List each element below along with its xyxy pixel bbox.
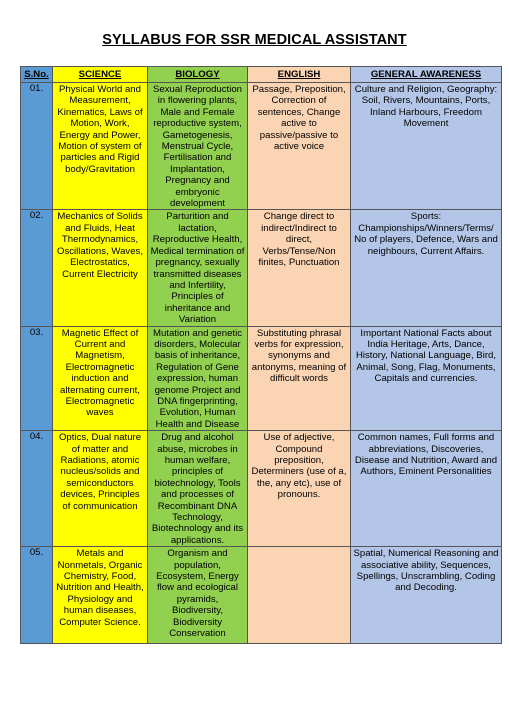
page-title: SYLLABUS FOR SSR MEDICAL ASSISTANT: [102, 32, 407, 48]
cell-text: Mutation and genetic disorders, Molecular basis of inheritance, Regulation of Gene expression, human genome Project and DNA fingerprinting, Evolution, Human Health and Disease: [152, 327, 243, 430]
cell-text: Sports: Championships/Winners/Terms/ No of players, Defence, Wars and neighbours, Current Affairs.: [354, 211, 498, 257]
cell-english: [248, 83, 351, 210]
cell-science: [53, 326, 148, 431]
header-general-awareness: GENERAL AWARENESS: [351, 67, 502, 83]
cell-science: [53, 210, 148, 326]
cell-text: [250, 547, 348, 548]
cell-text: Use of adjective, Compound preposition, Determiners (use of a, the, any etc), use of pronouns.: [251, 432, 347, 501]
cell-sno: 01.: [21, 83, 53, 210]
cell-text: Organism and population, Ecosystem, Energy flow and ecological pyramids, Biodiversity, Biodiversity Conservation: [156, 548, 239, 640]
cell-biology: [148, 83, 248, 210]
cell-sno: 02.: [21, 210, 53, 326]
header-english: ENGLISH: [248, 67, 351, 83]
cell-text: Optics, Dual nature of matter and Radiations, atomic nucleus/solids and semiconductors devices, Principles of communication: [58, 432, 142, 512]
table-row: [21, 83, 502, 210]
table-row: [21, 431, 502, 547]
header-biology: BIOLOGY: [148, 67, 248, 83]
cell-sno: 04.: [21, 431, 53, 547]
cell-text: Culture and Religion, Geography: Soil, Rivers, Mountains, Ports, Inland Harbours, Freedom Movement: [354, 84, 498, 130]
cell-science: [53, 547, 148, 644]
cell-biology: [148, 547, 248, 644]
cell-text: Drug and alcohol abuse, microbes in human welfare, principles of biotechnology, Tools and processes of Recombinant DNA Technology, Biotechnology and its applications.: [151, 432, 244, 546]
table-row: [21, 210, 502, 326]
cell-text: Important National Facts about India Heritage, Arts, Dance, History, National Language, Bird, Animal, Song, Flag, Monuments, Capitals and currencies.: [355, 327, 497, 385]
header-science: SCIENCE: [53, 67, 148, 83]
cell-english: [248, 210, 351, 326]
cell-text: Parturition and lactation, Reproductive Health, Medical termination of pregnancy, sexually transmitted diseases and Infertility, Principles of inheritance and Variation: [150, 211, 245, 326]
cell-text: Mechanics of Solids and Fluids, Heat Thermodynamics, Oscillations, Waves, Electrostatics, Current Electricity: [56, 211, 143, 280]
cell-english: [248, 326, 351, 431]
cell-biology: [148, 326, 248, 431]
cell-general-awareness: [351, 210, 502, 326]
cell-sno: 03.: [21, 326, 53, 431]
table-row: [21, 547, 502, 644]
cell-sno: 05.: [21, 547, 53, 644]
cell-general-awareness: [351, 326, 502, 431]
cell-biology: [148, 210, 248, 326]
cell-general-awareness: [351, 83, 502, 210]
cell-text: Metals and Nonmetals, Organic Chemistry, Food, Nutrition and Health, Physiology and human diseases, Computer Science.: [56, 548, 144, 628]
table-row: [21, 326, 502, 431]
cell-english: [248, 547, 351, 644]
cell-text: Physical World and Measurement, Kinematics, Laws of Motion, Work, Energy and Power, Motion of system of particles and Rigid body/Gravitation: [57, 84, 143, 175]
header-sno: S.No.: [21, 67, 53, 83]
cell-general-awareness: [351, 431, 502, 547]
cell-text: Passage, Preposition, Correction of sentences, Change active to passive/passive to active voice: [252, 84, 346, 153]
cell-text: Common names, Full forms and abbreviations, Discoveries, Disease and Nutrition, Award and Authors, Eminent Personalities: [354, 432, 498, 478]
cell-biology: [148, 431, 248, 547]
cell-text: Spatial, Numerical Reasoning and associative ability, Sequences, Spellings, Unscrambling, Coding and Decoding.: [353, 548, 499, 594]
cell-text: Magnetic Effect of Current and Magnetism, Electromagnetic induction and alternating current, Electromagnetic waves: [60, 327, 140, 419]
cell-science: [53, 431, 148, 547]
cell-text: Sexual Reproduction in flowering plants, Male and Female reproductive system, Gametogenesis, Menstrual Cycle, Fertilisation and Implantation, Pregnancy and embryonic development: [152, 84, 243, 210]
header-row: [21, 67, 502, 83]
cell-text: Change direct to indirect/Indirect to direct, Verbs/Tense/Non finites, Punctuation: [258, 211, 340, 269]
cell-text: Substituting phrasal verbs for expression, synonyms and antonyms, meaning of difficult words: [251, 327, 347, 385]
syllabus-table: [20, 66, 502, 644]
cell-english: [248, 431, 351, 547]
cell-science: [53, 83, 148, 210]
cell-general-awareness: [351, 547, 502, 644]
